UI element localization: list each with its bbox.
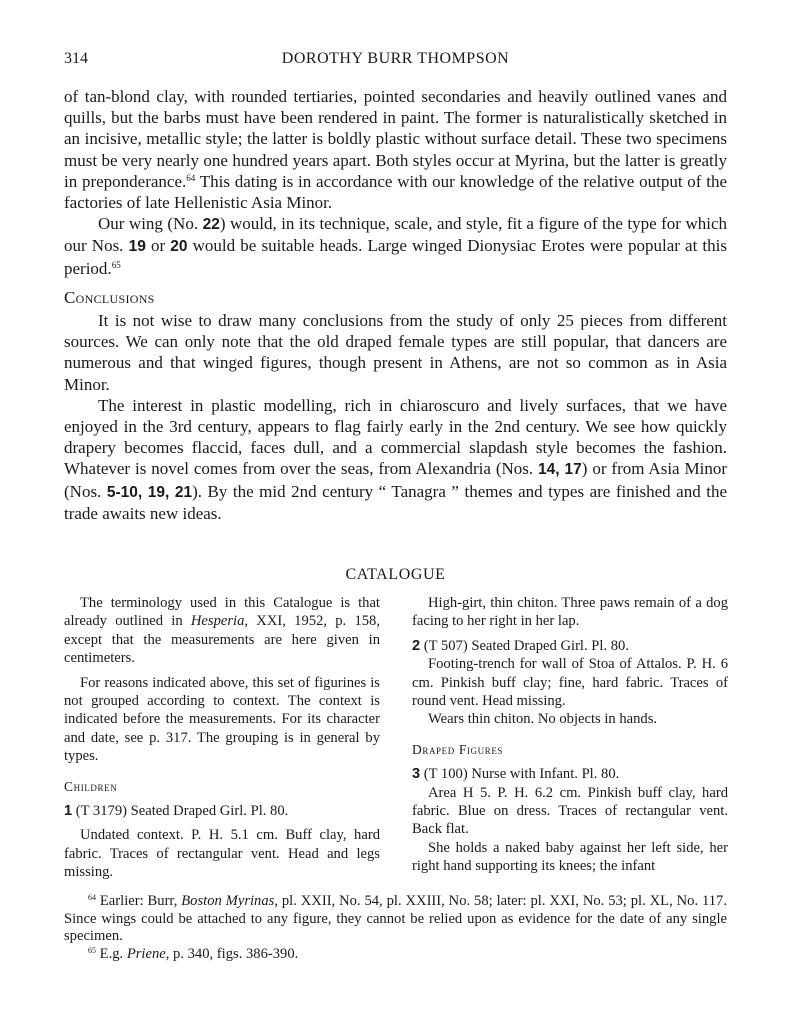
catalogue-intro: The terminology used in this Catalogue is that already outlined in Hesperia, XXI, 1952, p. 158, except that the measurements are here given in centimeters. [64, 595, 380, 667]
footnote-ref[interactable]: 64 [186, 172, 196, 183]
paragraph: Our wing (No. 22) would, in its technique, scale, and style, fit a figure of the type for which our Nos. 19 or 20 would be suitable heads. Large winged Dionysiac Erotes were popular at this period.$^{65}$ [64, 214, 727, 278]
entry-number: 3 [412, 766, 421, 783]
running-title: DOROTHY BURR THOMPSON [281, 50, 510, 67]
footnote-mark: 65 [88, 945, 96, 955]
catalogue-entry-body: Undated context. P. H. 5.1 cm. Buff clay, hard fabric. Traces of rectangular vent. Head and legs missing. [64, 827, 380, 881]
section-heading-draped-figures: Draped Figures [412, 741, 504, 757]
main-text [64, 86, 727, 524]
catalogue-entry-heading: 1 (T 3179) Seated Draped Girl. Pl. 80. [64, 803, 289, 820]
running-header [64, 50, 727, 72]
catalogue-entry-heading: 3 (T 100) Nurse with Infant. Pl. 80. [412, 766, 620, 783]
catalogue-entry-body: High-girt, thin chiton. Three paws remain of a dog facing to her right in her lap. [412, 595, 728, 630]
footnote-ref[interactable]: 65 [111, 259, 121, 270]
entry-number: 1 [64, 803, 73, 820]
page-number: 314 [64, 50, 88, 67]
entry-number: 2 [412, 637, 421, 654]
catalogue-entry-body: She holds a naked baby against her left side, her right hand supporting its knees; the infant [412, 839, 728, 875]
figure-ref: 14, 17 [538, 461, 582, 479]
catalogue-intro: For reasons indicated above, this set of figurines is not grouped according to context. The context is indicated before the measurements. For its character and date, see p. 317. The grouping is in general by types. [64, 674, 380, 765]
section-heading-children: Children [64, 778, 118, 794]
figure-ref: 20 [170, 238, 188, 256]
catalogue-entry-body: Footing-trench for wall of Stoa of Attalos. P. H. 6 cm. Pinkish buff clay; fine, hard fabric. Traces of round vent. Head missing. [412, 656, 728, 710]
figure-ref: 22 [202, 216, 220, 234]
catalogue-entry-body: Area H 5. P. H. 6.2 cm. Pinkish buff clay, hard fabric. Blue on dress. Traces of rectangular vent. Back flat. [412, 784, 728, 838]
paragraph: of tan-blond clay, with rounded tertiaries, pointed secondaries and heavily outlined vanes and quills, but the barbs must have been rendered in paint. The former is naturalistically sketched in an incisive, metallic style; the latter is boldly plastic without surface detail. These two specimens must be very nearly one hundred years apart. Both styles occur at Myrina, but the latter is greatly in preponderance.$^{64}$ This dating is in accordance with our knowledge of the relative output of the factories of late Hellenistic Asia Minor. [64, 87, 727, 213]
figure-ref: 19 [128, 238, 146, 256]
figure-ref: 5-10, 19, 21 [106, 483, 193, 501]
footnote-64: $^{64}$ Earlier: Burr, Boston Myrinas, pl. XXII, No. 54, pl. XXIII, No. 58; later: pl. XXI, No. 53; pl. XL, No. 117. Since wings could be attached to any figure, they cannot be relied upon as evidence for the date of any single specimen. [64, 893, 727, 945]
footnotes [64, 893, 727, 963]
footnote-65: $^{65}$ E.g. Priene, p. 340, figs. 386-390. [88, 945, 299, 962]
catalogue-title: CATALOGUE [345, 566, 446, 583]
paragraph: It is not wise to draw many conclusions from the study of only 25 pieces from different sources. We can only note that the old draped female types are still popular, that dancers are numerous and that winged figures, though present in Athens, are not so common as in Asia Minor. [64, 311, 727, 394]
section-heading-conclusions: Conclusions [64, 287, 155, 307]
footnote-mark: 64 [88, 893, 96, 902]
catalogue-right-column [412, 594, 728, 876]
catalogue-left-column [64, 594, 380, 882]
paragraph: The interest in plastic modelling, rich in chiaroscuro and lively surfaces, that we have enjoyed in the 3rd century, appears to flag fairly early in the 2nd century. We see how quickly drapery becomes flaccid, faces dull, and a commercial slapdash style becomes the fashion. Whatever is novel comes from over the seas, from Alexandria (Nos. 14, 17) or from Asia Minor (Nos. 5-10, 19, 21). By the mid 2nd century “ Tanagra ” themes and types are finished and the trade awaits new ideas. [64, 395, 727, 523]
catalogue-entry-heading: 2 (T 507) Seated Draped Girl. Pl. 80. [412, 637, 629, 654]
catalogue-entry-body: Wears thin chiton. No objects in hands. [428, 711, 658, 728]
